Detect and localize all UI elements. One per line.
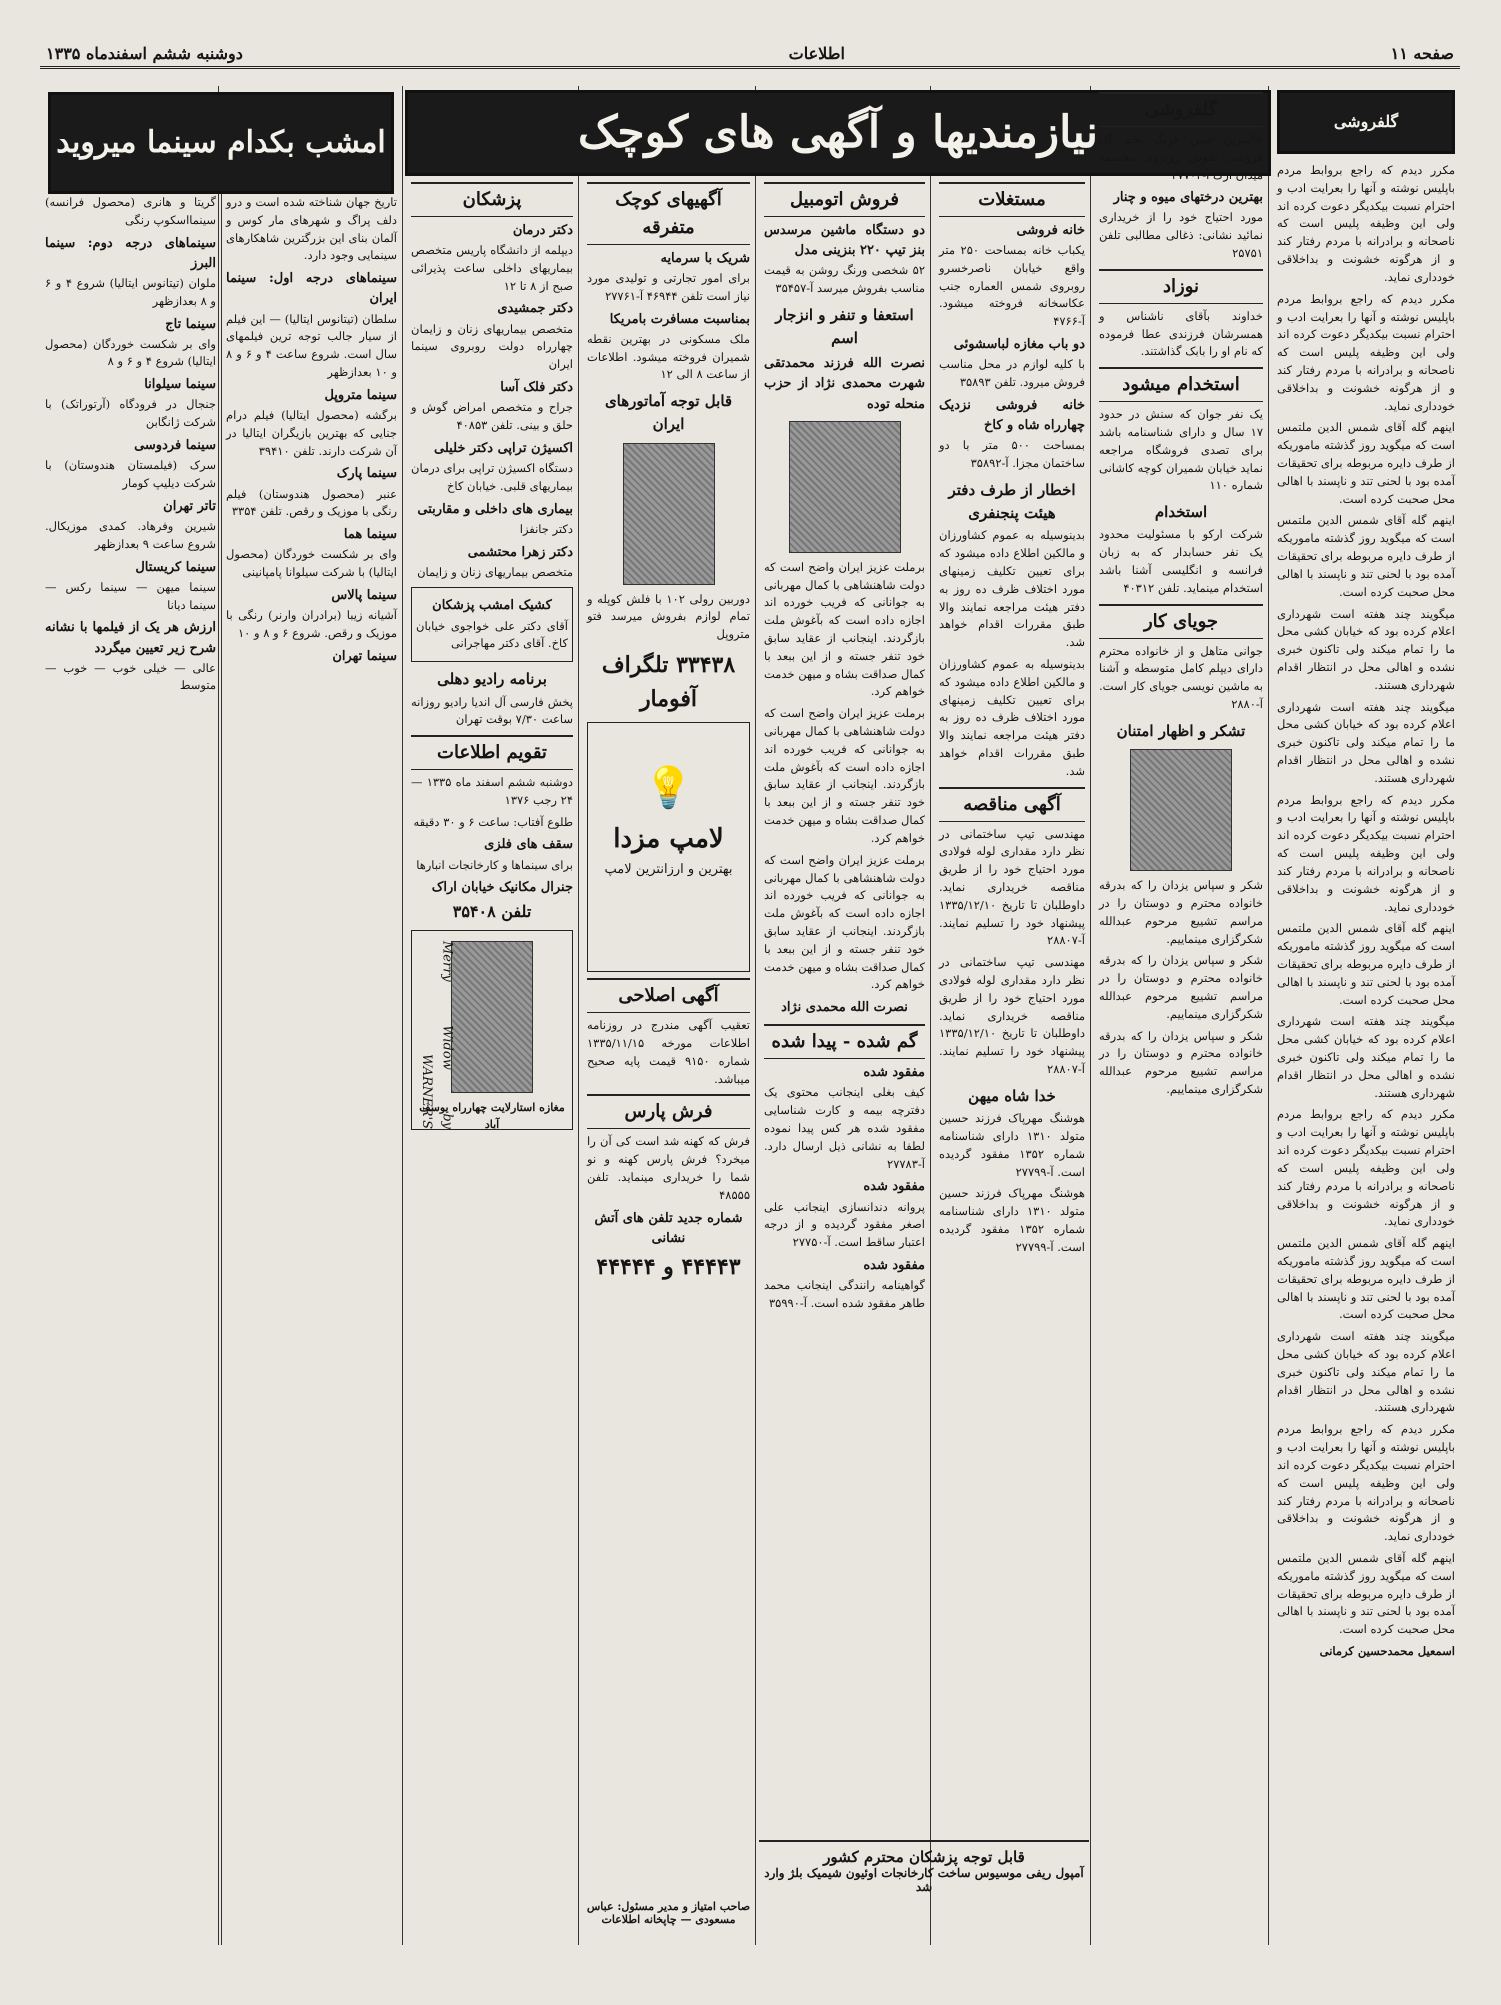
doc1-title: دکتر درمان xyxy=(512,222,573,238)
warners-ad xyxy=(411,930,573,1130)
carpet-text: فرش که کهنه شد است کی آن را میخرد؟ فرش پارس کهنه و نو شما را خریداری مینماید. تلفن ۴۸۵۵۵ xyxy=(587,1134,750,1202)
cine12-text: سینما میهن — سینما رکس — سینما دیانا xyxy=(45,579,216,612)
cine5-title: سینما پالاس xyxy=(331,587,397,603)
cine4-text: وای بر شکست خوردگان (محصول ایتالیا) با شرکت سیلوانا پامپانینی xyxy=(226,547,397,580)
resign-text: برملت عزیز ایران واضح است که دولت شاهنشاهی با کمال مهربانی به جوانانی که فریب خورده اند اجازه داده است که بآغوش ملت بازگردند. اینجانب از عقاید سابق خود تنفر جسته و از این ببعد با کمال صداقت بشاه و میهن خدمت خواهم کرد. xyxy=(764,559,925,699)
letter-text: اینهم گله آقای شمس الدین ملتمس است که میگوید روز گذشته ماموریکه از طرف دایره مربوطه برای تحقیقات آمده بود با لحنی تند و ناپسند با اهالی محل صحبت کرده است. xyxy=(1277,921,1455,1007)
cine8-text: وای بر شکست خوردگان (محصول ایتالیا) شروع ۴ و ۶ و ۸ xyxy=(45,336,216,369)
lost3-text: گواهینامه رانندگی اینجانب محمد طاهر مفقود شده است. آ-۳۵۹۹۰ xyxy=(764,1278,925,1310)
doctors-notice xyxy=(759,1840,1089,1894)
letters-header: گلفروشی xyxy=(1277,90,1455,154)
masthead xyxy=(40,40,1460,69)
letter-text: مکرر دیدم که راجع بروابط مردم باپلیس نوشته و آنها را بعرایت ادب و احترام نسبت بیکدیگر دعوت کرده اند ولی این وظیفه پلیس است که ناصحانه و برادرانه با مردم رفتار کند و از هرگونه خشونت و بداخلاقی خودداری نماید. xyxy=(1277,291,1455,413)
press-imprint: صاحب امتیاز و مدیر مسئول: عباس مسعودی — چاپخانه اطلاعات xyxy=(586,1900,751,1926)
cal-sun: طلوع آفتاب: ساعت ۶ و ۳۰ دقیقه xyxy=(413,814,573,829)
lost-title: خدا شاه میهن xyxy=(968,1086,1056,1105)
house-title: خانه فروشی xyxy=(1016,222,1085,238)
letter-text: مکرر دیدم که راجع بروابط مردم باپلیس نوشته و آنها را بعرایت ادب و احترام نسبت بیکدیگر دعوت کرده اند ولی این وظیفه پلیس است که ناصحانه و برادرانه با مردم رفتار کند و از هرگونه خشونت و بداخلاقی خودداری نماید. xyxy=(1277,792,1455,914)
cine6-text: گریتا و هانری (محصول فرانسه) سینمااسکوپ رنگی xyxy=(45,195,216,227)
column-real-estate xyxy=(934,176,1090,1945)
resign-title: استعفا و تنفر و انزجار اسم xyxy=(775,305,914,348)
rating-scale: عالی — خیلی خوب — خوب — متوسط xyxy=(45,660,216,693)
trip-title: بمناسبت مسافرت بامریکا xyxy=(609,311,750,327)
portrait-photo xyxy=(789,421,901,553)
house-ad: یکباب خانه بمساحت ۲۵۰ متر واقع خیابان ناصرخسرو روبروی شمس العماره جنب عکاسخانه فروخته میشود. آ-۴۷۶۶ xyxy=(939,243,1085,329)
phone-big: ۳۳۴۳۸ تلگراف آفومار xyxy=(601,652,736,713)
notice-title: اخطار از طرف دفتر هیئت پنجنفری xyxy=(948,480,1076,523)
phones-number: ۴۴۴۴۳ و ۴۴۴۴۴ xyxy=(596,1253,741,1280)
trip-ad: ملک مسکونی در بهترین نقطه شمیران فروخته میشود. اطلاعات از ساعت ۸ الی ۱۲ xyxy=(587,331,750,382)
lost2-title: مفقود شده xyxy=(863,1179,925,1195)
letter-text: مکرر دیدم که راجع بروابط مردم باپلیس نوشته و آنها را بعرایت ادب و احترام نسبت بیکدیگر دعوت کرده اند ولی این وظیفه پلیس است که ناصحانه و برادرانه با مردم رفتار کند و از هرگونه خشونت و بداخلاقی خودداری نماید. xyxy=(1277,163,1455,284)
roof-text: برای سینماها و کارخانجات انبارها xyxy=(416,857,573,872)
radio-title: برنامه رادیو دهلی xyxy=(437,670,547,689)
doc5-title: بیماری های داخلی و مقاربتی xyxy=(417,501,573,517)
column-rule xyxy=(1268,86,1269,1945)
warners-shop: مغازه استارلایت چهارراه یوسف آباد xyxy=(419,1101,565,1132)
partner-title: شریک با سرمایه xyxy=(660,250,750,266)
doc4-title: اکسیژن تراپی دکتر خلیلی xyxy=(434,440,573,456)
page-label: صفحه ۱۱ xyxy=(1390,43,1454,63)
doc6-title: دکتر زهرا محتشمی xyxy=(467,544,573,560)
letter-text: مکرر دیدم که راجع بروابط مردم باپلیس نوشته و آنها را بعرایت ادب و احترام نسبت بیکدیگر دعوت کرده اند ولی این وظیفه پلیس است که ناصحانه و برادرانه با مردم رفتار کند و از هرگونه خشونت و بداخلاقی خودداری نماید. xyxy=(1277,1422,1455,1544)
paper-name: اطلاعات xyxy=(788,43,845,63)
small-ads-banner: نیازمندیها و آگهی های کوچک xyxy=(405,90,1271,176)
work-title: جویای کار xyxy=(1099,604,1263,639)
employ2-text: شرکت ارکو با مسئولیت محدود یک نفر حسابدار که به زبان فرانسه و انگلیسی آشنا باشد استخدام مینماید. تلفن ۴۰۳۱۲ xyxy=(1099,527,1263,595)
land-ad: بمساحت ۵۰۰ متر با دو ساختمان مجزا. آ-۳۵۸۹۲ xyxy=(939,438,1086,470)
radio-text: پخش فارسی آل اندیا رادیو روزانه ساعت ۷/۳۰ بوقت تهران xyxy=(411,694,573,727)
lamp-slogan: بهترین و ارزانترین لامپ xyxy=(604,861,733,877)
lost1-title: مفقود شده xyxy=(863,1065,925,1081)
column-misc xyxy=(582,176,755,1945)
lamp-title: لامپ مزدا xyxy=(613,824,724,855)
bulb-icon: 💡 xyxy=(643,765,694,812)
resign-name: نصرت الله فرزند محمدتقی شهرت محمدی نژاد از حزب منحله توده xyxy=(764,356,925,412)
work-text: جوانی متاهل و از خانواده محترم دارای دیپلم کامل متوسطه و آشنا به ماشین نویسی جویای کار است. آ-۲۸۸۰ xyxy=(1099,643,1263,712)
camera-photo xyxy=(623,443,715,585)
carpet-title: فرش پارس xyxy=(587,1094,750,1129)
letter-signature: اسمعیل محمدحسین کرمانی xyxy=(1319,1644,1455,1658)
doc7-text: آقای دکتر علی خواجوی خیابان کاخ. آقای دکتر مهاجرانی xyxy=(416,618,568,651)
column-letters xyxy=(1272,86,1460,1945)
born-title: نوزاد xyxy=(1099,269,1263,304)
tender-text: مهندسی تیپ ساختمانی در نظر دارد مقداری لوله فولادی مورد احتیاج خود را از طریق مناقصه خریداری نماید. داوطلبان تا تاریخ ۱۳۳۵/۱۲/۱۰ پیشنهاد خود را تسلیم نمایند. آ-۲۸۸۰۷ xyxy=(939,955,1085,1077)
cine9-title: سینما سیلوانا xyxy=(144,377,216,393)
column-cars xyxy=(759,176,930,1945)
cine12-title: سینما کریستال xyxy=(135,559,216,575)
notice-text: بدینوسیله به عموم کشاورزان و مالکین اطلاع داده میشود که برای تعیین تکلیف زمینهای مورد اختلاف ظرف ده روز به دفتر هیئت مراجعه نمایند والا طبق مقررات اقدام خواهد شد. xyxy=(939,656,1085,778)
gen-phone: تلفن ۳۵۴۰۸ xyxy=(452,901,532,921)
lost2-text: پروانه دندانسازی اینجانب علی اصغر مفقود گردیده و از درجه اعتبار ساقط است. آ-۲۷۷۵۰ xyxy=(764,1199,925,1250)
cine7-text: ملوان (تیتانوس ایتالیا) شروع ۴ و ۶ و ۸ بعدازظهر xyxy=(45,275,216,308)
cine3-title: سینما پارک xyxy=(336,466,397,482)
cine3-text: عنبر (محصول هندوستان) فیلم رنگی با موزیک و رقص. تلفن ۳۳۵۴ xyxy=(226,486,397,519)
lost1-text: کیف بغلی اینجانب محتوی یک دفترچه بیمه و کارت شناسایی مفقود شده هر کس پیدا نموده لطفا به نشانی ذیل ارسال دارد. آ-۲۷۷۸۳ xyxy=(764,1085,925,1171)
cine11-text: شیرین وفرهاد. کمدی موزیکال. شروع ساعت ۹ بعدازظهر xyxy=(45,518,216,551)
shop-title: دو باب مغازه لباسشوئی xyxy=(953,337,1085,353)
doctors-section: پزشکان xyxy=(411,182,573,217)
lost-section: گم شده - پیدا شده xyxy=(764,1024,925,1059)
cine5-text: آشیانه زیبا (برادران وارنر) رنگی با موزیک و رقص. شروع ۶ و ۸ و ۱۰ xyxy=(226,608,397,640)
cine8-title: سینما تاج xyxy=(165,316,216,332)
doc1-text: دیپلمه از دانشگاه پاریس متخصص بیماریهای داخلی ساعت پذیرائی صبح از ۸ تا ۱۲ xyxy=(411,243,573,293)
portrait-photo xyxy=(1130,749,1232,871)
rating-title: ارزش هر یک از فیلمها با نشانه شرح زیر تعیین میگردد xyxy=(45,620,216,656)
doc2-text: متخصص بیماریهای زنان و زایمان چهارراه دولت روبروی سینما ایران xyxy=(411,321,573,372)
thanks-title: تشکر و اظهار امتنان xyxy=(1116,721,1246,740)
partner-ad: برای امور تجارتی و تولیدی مورد نیاز است تلفن ۴۶۹۴۴ آ-۲۷۷۶۱ xyxy=(587,270,750,303)
column-doctors xyxy=(406,176,578,1945)
doctors-notice-title: قابل توجه پزشکان محترم کشور xyxy=(823,1848,1025,1866)
lost3-title: مفقود شده xyxy=(863,1258,925,1274)
cine6-title: سینما تهران xyxy=(332,648,397,664)
roof-title: سقف های فلزی xyxy=(484,837,573,853)
cine11-title: تاتر تهران xyxy=(163,498,216,514)
amateur-title: قابل توجه آماتورهای ایران xyxy=(604,392,733,434)
cal-text: دوشنبه ششم اسفند ماه ۱۳۳۵ — ۲۴ رجب ۱۳۷۶ xyxy=(411,775,574,807)
letter-text: اینهم گله آقای شمس الدین ملتمس است که میگوید روز گذشته ماموریکه از طرف دایره مربوطه برای تحقیقات آمده بود با لحنی تند و ناپسند با اهالی محل صحبت کرده است. xyxy=(1277,420,1455,506)
thanks-text: شکر و سپاس یزدان را که بدرقه خانواده محترم و دوستان را در مراسم تشییع مرحوم عبدالله شکرگزاری مینماییم. xyxy=(1099,878,1263,946)
fruit-ad: مورد احتیاج خود را از خریداری نمائید نشانی: ذغالی مطالبی تلفن ۲۵۷۵۱ xyxy=(1099,210,1263,261)
oncall-box xyxy=(411,587,573,662)
column-rule xyxy=(1090,86,1091,1945)
employ-title: استخدام میشود xyxy=(1099,367,1263,402)
letter-text: میگویند چند هفته است شهرداری اعلام کرده بود که خیابان کشی محل ما را تمام میکند ولی تاکنون خبری نشده و اهالی محل در انتظار اقدام شهرداری هستند. xyxy=(1277,606,1455,692)
letter-text: میگویند چند هفته است شهرداری اعلام کرده بود که خیابان کشی محل ما را تمام میکند ولی تاکنون خبری نشده و اهالی محل در انتظار اقدام شهرداری هستند. xyxy=(1277,699,1455,785)
letter-text: اینهم گله آقای شمس الدین ملتمس است که میگوید روز گذشته ماموریکه از طرف دایره مربوطه برای تحقیقات آمده بود با لحنی تند و ناپسند با اهالی محل صحبت کرده است. xyxy=(1277,1236,1455,1322)
phones-title: شماره جدید تلفن های آتش نشانی xyxy=(594,1210,743,1246)
corr-title: آگهی اصلاحی xyxy=(587,978,750,1013)
fruit-title: بهترین درختهای میوه و چنار xyxy=(1113,190,1263,206)
resign-text: برملت عزیز ایران واضح است که دولت شاهنشاهی با کمال مهربانی به جوانانی که فریب خورده اند اجازه داده است که بآغوش ملت بازگردند. اینجانب از عقاید سابق خود تنفر جسته و از این ببعد با کمال صداقت بشاه و میهن خدمت خواهم کرد. xyxy=(764,852,925,992)
car-title: دو دستگاه ماشین مرسدس بنز تیپ ۲۲۰ بنزینی مدل xyxy=(764,222,925,259)
letter-text: میگویند چند هفته است شهرداری اعلام کرده بود که خیابان کشی محل ما را تمام میکند ولی تاکنون خبری نشده و اهالی محل در انتظار اقدام شهرداری هستند. xyxy=(1277,1014,1455,1100)
misc-section: آگهیهای کوچک متفرقه xyxy=(587,182,750,245)
column-rule xyxy=(755,86,756,1945)
cal-title: تقویم اطلاعات xyxy=(411,735,573,770)
doc4-text: دستگاه اکسیژن تراپی برای درمان بیماریهای قلبی. خیابان کاخ xyxy=(411,460,573,493)
lost-text: هوشنگ مهرپاک فرزند حسین متولد ۱۳۱۰ دارای شناسنامه شماره ۱۳۵۲ مفقود گردیده است. آ-۲۷۷۹۹ xyxy=(939,1186,1085,1254)
cine10-text: سرک (فیلمستان هندوستان) با شرکت دیلیپ کومار xyxy=(45,458,216,491)
real-estate-section: مستغلات xyxy=(939,182,1085,217)
resign-text: برملت عزیز ایران واضح است که دولت شاهنشاهی با کمال مهربانی به جوانانی که فریب خورده اند اجازه داده است که بآغوش ملت بازگردند. اینجانب از عقاید سابق خود تنفر جسته و از این ببعد با کمال صداقت بشاه و میهن خدمت خواهم کرد. xyxy=(764,706,925,845)
cine9-text: جنجال در فرودگاه (آرتوراتک) با شرکت ژانگابن xyxy=(45,397,216,430)
lost-text: هوشنگ مهرپاک فرزند حسین متولد ۱۳۱۰ دارای شناسنامه شماره ۱۳۵۲ مفقود گردیده است. آ-۲۷۷۹۹ xyxy=(939,1111,1085,1179)
flower-ad: عالیترین چمن فرنگ تخم گل فروشی شوش روبروی مجسمه میدان ارک آ-۲۷۷۰۳ xyxy=(1099,131,1263,182)
cine2-title: سینما متروپل xyxy=(324,387,397,403)
lingerie-illustration xyxy=(451,941,533,1093)
doc3-title: دکتر فلک آسا xyxy=(500,380,573,396)
shop-ad: با کلیه لوازم در محل مناسب فروش میرود. تلفن ۳۵۸۹۳ xyxy=(939,357,1085,390)
cine1-text: سلطان (تیتانوس ایتالیا) — این فیلم از سیار جالب توجه ترین فیلمهای سال است. شروع ساعت ۴ و ۶ و ۸ و ۱۰ بعدازظهر xyxy=(226,311,397,379)
column-rule xyxy=(578,86,579,1945)
cine4-title: سینما هما xyxy=(343,527,397,543)
letter-text: اینهم گله آقای شمس الدین ملتمس است که میگوید روز گذشته ماموریکه از طرف دایره مربوطه برای تحقیقات آمده بود با لحنی تند و ناپسند با اهالی محل صحبت کرده است. xyxy=(1277,1550,1455,1637)
column-cinemas xyxy=(40,194,402,1945)
cine7-title: سینماهای درجه دوم: سینما البرز xyxy=(45,235,216,271)
gen-title: جنرال مکانیک خیابان اراک xyxy=(431,880,573,896)
doc5-text: دکتر جانفزا xyxy=(519,521,573,536)
letter-text: اینهم گله آقای شمس الدین ملتمس است که میگوید روز گذشته ماموریکه از طرف دایره مربوطه برای تحقیقات آمده بود با لحنی تند و ناپسند با اهالی محل صحبت کرده است. xyxy=(1277,513,1455,599)
letter-text: مکرر دیدم که راجع بروابط مردم باپلیس نوشته و آنها را بعرایت ادب و احترام نسبت بیکدیگر دعوت کرده اند ولی این وظیفه پلیس است که ناصحانه و برادرانه با مردم رفتار کند و از هرگونه خشونت و بداخلاقی خودداری نماید. xyxy=(1277,1107,1455,1229)
employ-text: یک نفر جوان که سنش در حدود ۱۷ سال و دارای شناسنامه باشد برای تصدی فروشگاه مراجعه نماید خیابان شمیران کوچه کاشانی شماره ۱۱۰ xyxy=(1099,407,1263,493)
tender-text: مهندسی تیپ ساختمانی در نظر دارد مقداری لوله فولادی مورد احتیاج خود را از طریق مناقصه خریداری نماید. داوطلبان تا تاریخ ۱۳۳۵/۱۲/۱۰ پیشنهاد خود را تسلیم نمایند. آ-۲۸۸۰۷ xyxy=(939,826,1085,948)
doc7-title: کشیک امشب پزشکان xyxy=(432,598,552,614)
issue-date: دوشنبه ششم اسفندماه ۱۳۳۵ xyxy=(46,43,243,63)
thanks-text: شکر و سپاس یزدان را که بدرقه خانواده محترم و دوستان را در مراسم تشییع مرحوم عبدالله شکرگزاری مینماییم. xyxy=(1099,953,1263,1021)
doctors-notice-text: آمپول ریفی موسیوس ساخت کارخانجات اوئیون شیمیک بلژ وارد شد xyxy=(764,1866,1084,1894)
camera-text: دوربین رولی ۱۰۲ با فلش کوپله و تمام لوازم بفروش میرسد فتو متروپل xyxy=(587,591,750,642)
corr-text: تعقیب آگهی مندرج در روزنامه اطلاعات مورخه ۱۳۳۵/۱۱/۱۵ شماره ۹۱۵۰ قیمت پایه صحیح میباشد. xyxy=(587,1018,750,1086)
doc3-text: جراح و متخصص امراض گوش و حلق و بینی. تلفن ۴۰۸۵۳ xyxy=(411,400,573,432)
employ2-title: استخدام xyxy=(1154,503,1208,522)
letter-text: میگویند چند هفته است شهرداری اعلام کرده بود که خیابان کشی محل ما را تمام میکند ولی تاکنون خبری نشده و اهالی محل در انتظار اقدام شهرداری هستند. xyxy=(1277,1329,1455,1415)
column-rule xyxy=(402,86,403,1945)
cine2-text: برگشه (محصول ایتالیا) فیلم درام جنایی که بهترین بازیگران ایتالیا در آن شرکت دارند. تلفن ۳۹۴۱۰ xyxy=(226,407,397,458)
cinema-banner: امشب بکدام سینما میروید xyxy=(48,92,394,194)
born-text: خداوند بآقای ناشناس و همسرشان فرزندی عطا فرموده که نام او را بابک گذاشتند. xyxy=(1099,308,1263,359)
car-ad: ۵۲ شخصی ورنگ روشن به قیمت مناسب بفروش میرسد آ-۳۵۴۵۷ xyxy=(764,263,925,295)
land-title: خانه فروشی نزدیک چهارراه شاه و کاخ xyxy=(939,397,1085,433)
column-classifieds-a xyxy=(1094,86,1268,1945)
cinema-intro: تاریخ جهان شناخته شده است و درو دلف پراگ و شهرهای مار کوس و آلمان بنای این بزرگترین شاهکارهای سینمایی وجود دارد. xyxy=(226,195,397,263)
resign-sign: نصرت الله محمدی نژاد xyxy=(781,1000,908,1016)
doc6-text: متخصص بیماریهای زنان و زایمان xyxy=(417,564,573,579)
notice-text: بدینوسیله به عموم کشاورزان و مالکین اطلاع داده میشود که برای تعیین تکلیف زمینهای مورد اختلاف ظرف ده روز به دفتر هیئت مراجعه نمایند والا طبق مقررات اقدام خواهد شد. xyxy=(939,528,1085,650)
cine10-title: سینما فردوسی xyxy=(134,438,216,454)
tender-title: آگهی مناقصه xyxy=(939,787,1085,822)
column-rule xyxy=(930,86,931,1945)
cars-section: فروش اتومبیل xyxy=(764,182,925,217)
thanks-text: شکر و سپاس یزدان را که بدرقه خانواده محترم و دوستان را در مراسم تشییع مرحوم عبدالله شکرگزاری مینماییم. xyxy=(1099,1028,1263,1097)
flower-title: گلفروشی xyxy=(1099,92,1263,127)
cine1-title: سینماهای درجه اول: سینما ایران xyxy=(226,271,397,307)
doc2-title: دکتر جمشیدی xyxy=(497,301,573,317)
lamp-ad xyxy=(587,722,750,972)
warners-brand: Merry Widow by WARNER'S xyxy=(419,941,455,1130)
